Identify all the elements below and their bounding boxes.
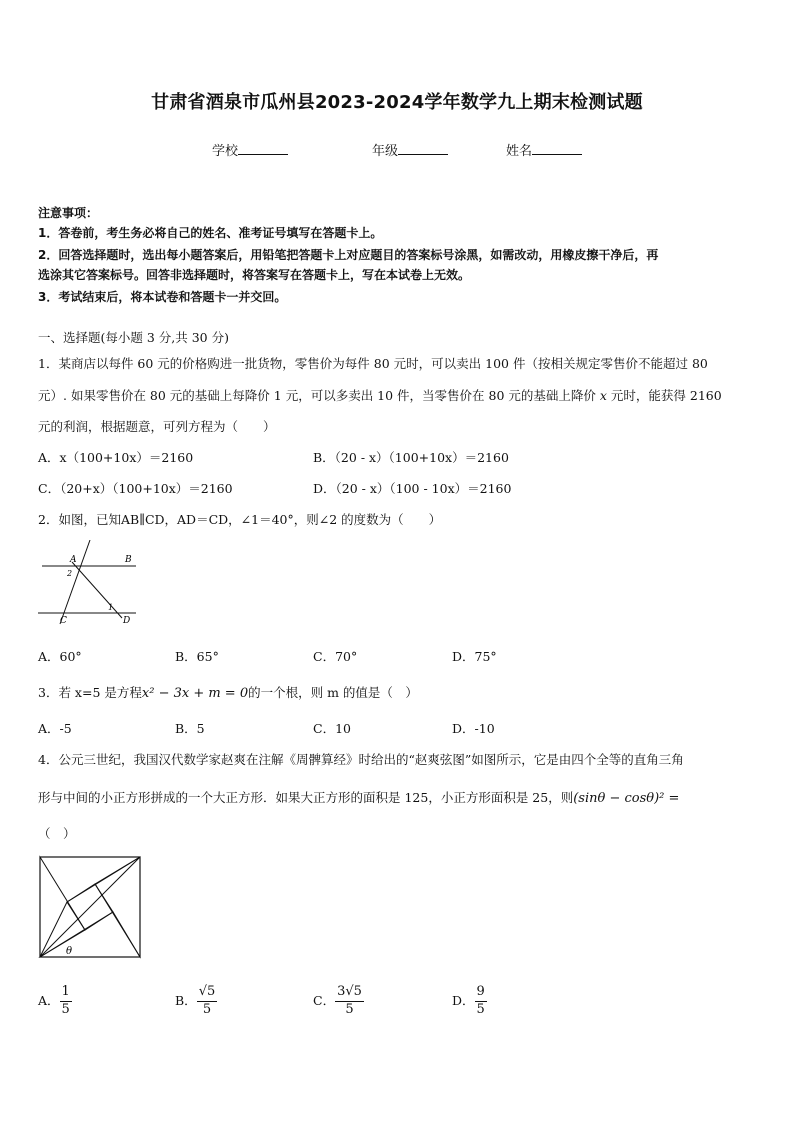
q3-equation: x² − 3x + m = 0: [141, 686, 249, 701]
school-label: 学校: [212, 144, 239, 159]
q4-option-d[interactable]: [452, 984, 487, 1019]
triangle-1: [40, 857, 140, 957]
label-angle-2: 2: [67, 569, 73, 578]
q1-var-x: x: [599, 388, 607, 403]
page-title: 甘肃省酒泉市瓜州县2023-2024学年数学九上期末检测试题: [151, 92, 643, 113]
label-a: A: [70, 555, 77, 565]
denominator: 5: [476, 1001, 485, 1017]
section-heading: 一、选择题(每小题 3 分,共 30 分): [38, 330, 229, 345]
q4-option-a[interactable]: [38, 984, 72, 1019]
fraction: [335, 984, 364, 1019]
denominator: 5: [202, 1001, 212, 1017]
fraction: [60, 984, 72, 1019]
q2-figure: [36, 540, 141, 630]
q1-option-c[interactable]: C．（20+x）（100+10x）＝2160: [38, 481, 233, 496]
triangle-3: [40, 912, 140, 957]
q3-option-c[interactable]: C．10: [313, 721, 351, 736]
q2-option-b[interactable]: B．65°: [175, 649, 219, 664]
q4-line3: （ ）: [38, 826, 76, 841]
q3-option-b[interactable]: B．5: [175, 721, 205, 736]
school-field: [212, 140, 288, 159]
q1-line1: 1．某商店以每件 60 元的价格购进一批货物，零售价为每件 80 元时，可以卖出 100 件（按相关规定零售价不能超过 80: [38, 356, 708, 371]
name-field: [506, 140, 582, 159]
q1-line2: [38, 386, 722, 404]
q1-option-d[interactable]: D．（20 - x）（100 - 10x）＝2160: [313, 481, 512, 496]
q4-option-b[interactable]: [175, 984, 217, 1019]
q4-option-a-label: A．: [38, 992, 60, 1008]
line-ad: [72, 562, 122, 618]
note-1: 1．答卷前，考生务必将自己的姓名、准考证号填写在答题卡上。: [38, 226, 383, 240]
q3-stem-b: 的一个根，则 m 的值是（ ）: [248, 685, 418, 700]
q3-option-a[interactable]: A．-5: [38, 721, 72, 736]
denominator: 5: [61, 1001, 70, 1017]
note-2a: 2．回答选择题时，选出每小题答案后，用铅笔把答题卡上对应题目的答案标号涂黑，如需改动，用橡皮擦干净后，再: [38, 248, 659, 262]
numerator: √5: [197, 984, 218, 1002]
q3-stem: [38, 683, 418, 701]
denominator: 5: [345, 1001, 354, 1017]
fraction: [197, 984, 218, 1019]
q1-line2-b: 元时，能获得 2160: [606, 388, 722, 403]
q2-stem: 2．如图，已知AB∥CD，AD＝CD，∠1＝40°，则∠2 的度数为（ ）: [38, 512, 442, 527]
q2-option-c[interactable]: C．70°: [313, 649, 358, 664]
label-c: C: [60, 616, 67, 626]
label-d: D: [123, 616, 131, 626]
name-label: 姓名: [506, 144, 533, 159]
grade-field: [372, 140, 448, 159]
q4-expression: (sinθ − cosθ)² =: [573, 791, 680, 806]
q4-zhaoshuang-figure: [38, 855, 142, 959]
label-b: B: [125, 555, 132, 565]
q4-option-c[interactable]: [313, 984, 364, 1019]
q2-option-d[interactable]: D．75°: [452, 649, 497, 664]
q4-option-d-label: D．: [452, 992, 475, 1008]
numerator: 3√5: [335, 984, 364, 1002]
q4-option-b-label: B．: [175, 992, 197, 1008]
q1-line2-a: 元）. 如果零售价在 80 元的基础上每降价 1 元，可以多卖出 10 件，当零售价在 80 元的基础上降价: [38, 388, 600, 403]
q4-line1: 4．公元三世纪，我国汉代数学家赵爽在注解《周髀算经》时给出的“赵爽弦图”如图所示，它是由四个全等的直角三角: [38, 752, 684, 767]
q1-option-b[interactable]: B．（20 - x）（100+10x）＝2160: [313, 450, 509, 465]
note-2b: 选涂其它答案标号。回答非选择题时，将答案写在答题卡上，写在本试卷上无效。: [38, 268, 471, 282]
q3-stem-a: 3．若 x=5 是方程: [38, 685, 142, 700]
q4-option-c-label: C．: [313, 992, 336, 1008]
numerator: 9: [475, 984, 487, 1002]
notes-heading: 注意事项：: [38, 206, 99, 220]
triangle-2: [95, 857, 140, 957]
numerator: 1: [60, 984, 72, 1002]
theta-label: θ: [66, 946, 73, 957]
name-blank: [532, 142, 582, 155]
school-blank: [238, 142, 288, 155]
line-ac: [60, 540, 90, 624]
triangle-4: [40, 857, 85, 957]
grade-blank: [398, 142, 448, 155]
q3-option-d[interactable]: D．-10: [452, 721, 495, 736]
note-3: 3．考试结束后，将本试卷和答题卡一并交回。: [38, 290, 287, 304]
q4-line2: [38, 788, 679, 806]
q2-option-a[interactable]: A．60°: [38, 649, 82, 664]
q1-option-a[interactable]: A．x（100+10x）＝2160: [38, 450, 194, 465]
grade-label: 年级: [372, 144, 399, 159]
q1-line3: 元的利润，根据题意，可列方程为（ ）: [38, 419, 276, 434]
fraction: [475, 984, 487, 1019]
label-angle-1: 1: [108, 603, 114, 612]
q4-line2-text: 形与中间的小正方形拼成的一个大正方形．如果大正方形的面积是 125，小正方形面积是 25，则: [38, 790, 574, 805]
